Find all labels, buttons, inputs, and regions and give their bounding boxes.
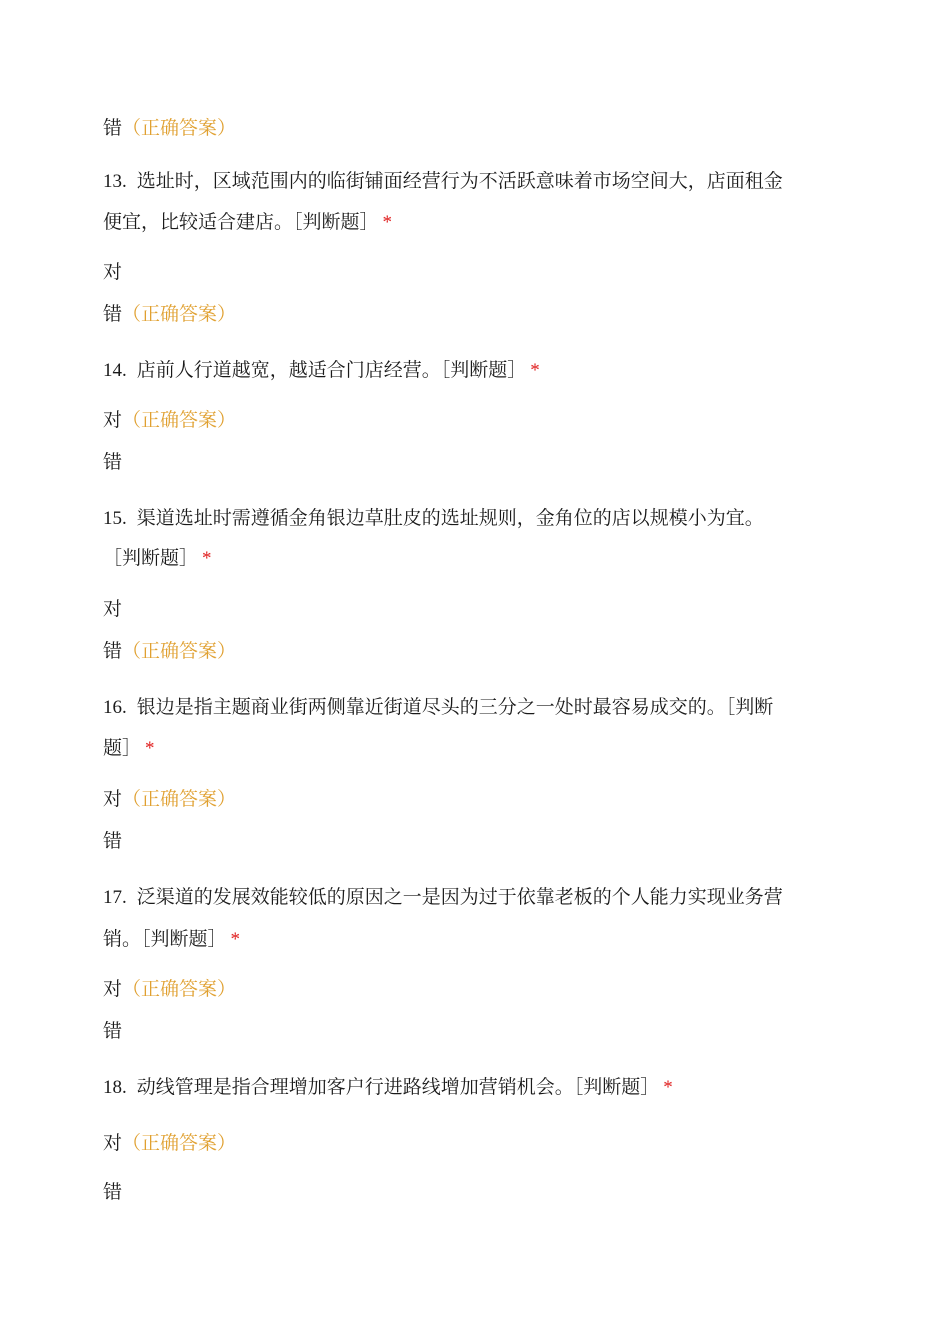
option-label: 对 [103, 978, 123, 1000]
question-13-text-cont: 便宜，比较适合建店。［判断题］ * [103, 211, 393, 233]
option-label: 对 [103, 409, 123, 431]
option-label: 错 [103, 1020, 123, 1042]
question-15-text-cont: ［判断题］ * [103, 547, 212, 569]
question-18-option-right[interactable] [103, 1130, 843, 1156]
correct-answer-tag: （正确答案） [122, 1132, 237, 1154]
question-13-option-wrong[interactable] [103, 301, 843, 327]
required-mark: * [663, 1077, 673, 1098]
question-13-option-right[interactable] [103, 259, 843, 285]
question-number: 18. [103, 1077, 127, 1098]
question-16-text: 16. 银边是指主题商业街两侧靠近街道尽头的三分之一处时最容易成交的。［判断 [103, 696, 774, 718]
question-16-text-cont: 题］ * [103, 737, 155, 759]
required-mark: * [202, 548, 212, 569]
question-16-option-right[interactable] [103, 786, 843, 812]
question-14-option-wrong[interactable] [103, 449, 843, 475]
option-label: 错 [103, 640, 123, 662]
correct-answer-tag: （正确答案） [122, 978, 237, 1000]
question-15-option-right[interactable] [103, 596, 843, 622]
option-label: 对 [103, 1132, 123, 1154]
correct-answer-tag: （正确答案） [122, 117, 237, 139]
question-18-option-wrong[interactable] [103, 1179, 843, 1205]
question-number: 17. [103, 887, 127, 908]
question-17-text: 17. 泛渠道的发展效能较低的原因之一是因为过于依靠老板的个人能力实现业务营 [103, 886, 783, 908]
option-label: 错 [103, 830, 123, 852]
option-label: 错 [103, 303, 123, 325]
option-label: 错 [103, 1181, 123, 1203]
question-17-option-right[interactable] [103, 976, 843, 1002]
question-18-text: 18. 动线管理是指合理增加客户行进路线增加营销机会。［判断题］ * [103, 1076, 673, 1098]
question-17-text-cont: 销。［判断题］ * [103, 928, 241, 950]
question-number: 16. [103, 697, 127, 718]
option-label: 对 [103, 598, 123, 620]
question-number: 13. [103, 171, 127, 192]
correct-answer-tag: （正确答案） [122, 788, 237, 810]
question-13-text: 13. 选址时，区域范围内的临街铺面经营行为不活跃意味着市场空间大，店面租金 [103, 170, 783, 192]
question-17-option-wrong[interactable] [103, 1018, 843, 1044]
required-mark: * [230, 929, 241, 950]
correct-answer-tag: （正确答案） [122, 303, 237, 325]
required-mark: * [530, 360, 540, 381]
question-number: 14. [103, 360, 127, 381]
question-16-option-wrong[interactable] [103, 828, 843, 854]
question-14-option-right[interactable] [103, 407, 843, 433]
required-mark: * [382, 212, 393, 233]
option-label: 错 [103, 117, 123, 139]
question-number: 15. [103, 508, 127, 529]
option-wrong-prev[interactable] [103, 115, 843, 141]
correct-answer-tag: （正确答案） [122, 640, 237, 662]
question-15-option-wrong[interactable] [103, 638, 843, 664]
option-label: 对 [103, 788, 123, 810]
option-label: 对 [103, 261, 123, 283]
required-mark: * [145, 738, 155, 759]
option-label: 错 [103, 451, 123, 473]
correct-answer-tag: （正确答案） [122, 409, 237, 431]
question-14-text: 14. 店前人行道越宽，越适合门店经营。［判断题］ * [103, 359, 540, 381]
question-15-text: 15. 渠道选址时需遵循金角银边草肚皮的选址规则，金角位的店以规模小为宜。 [103, 507, 764, 529]
